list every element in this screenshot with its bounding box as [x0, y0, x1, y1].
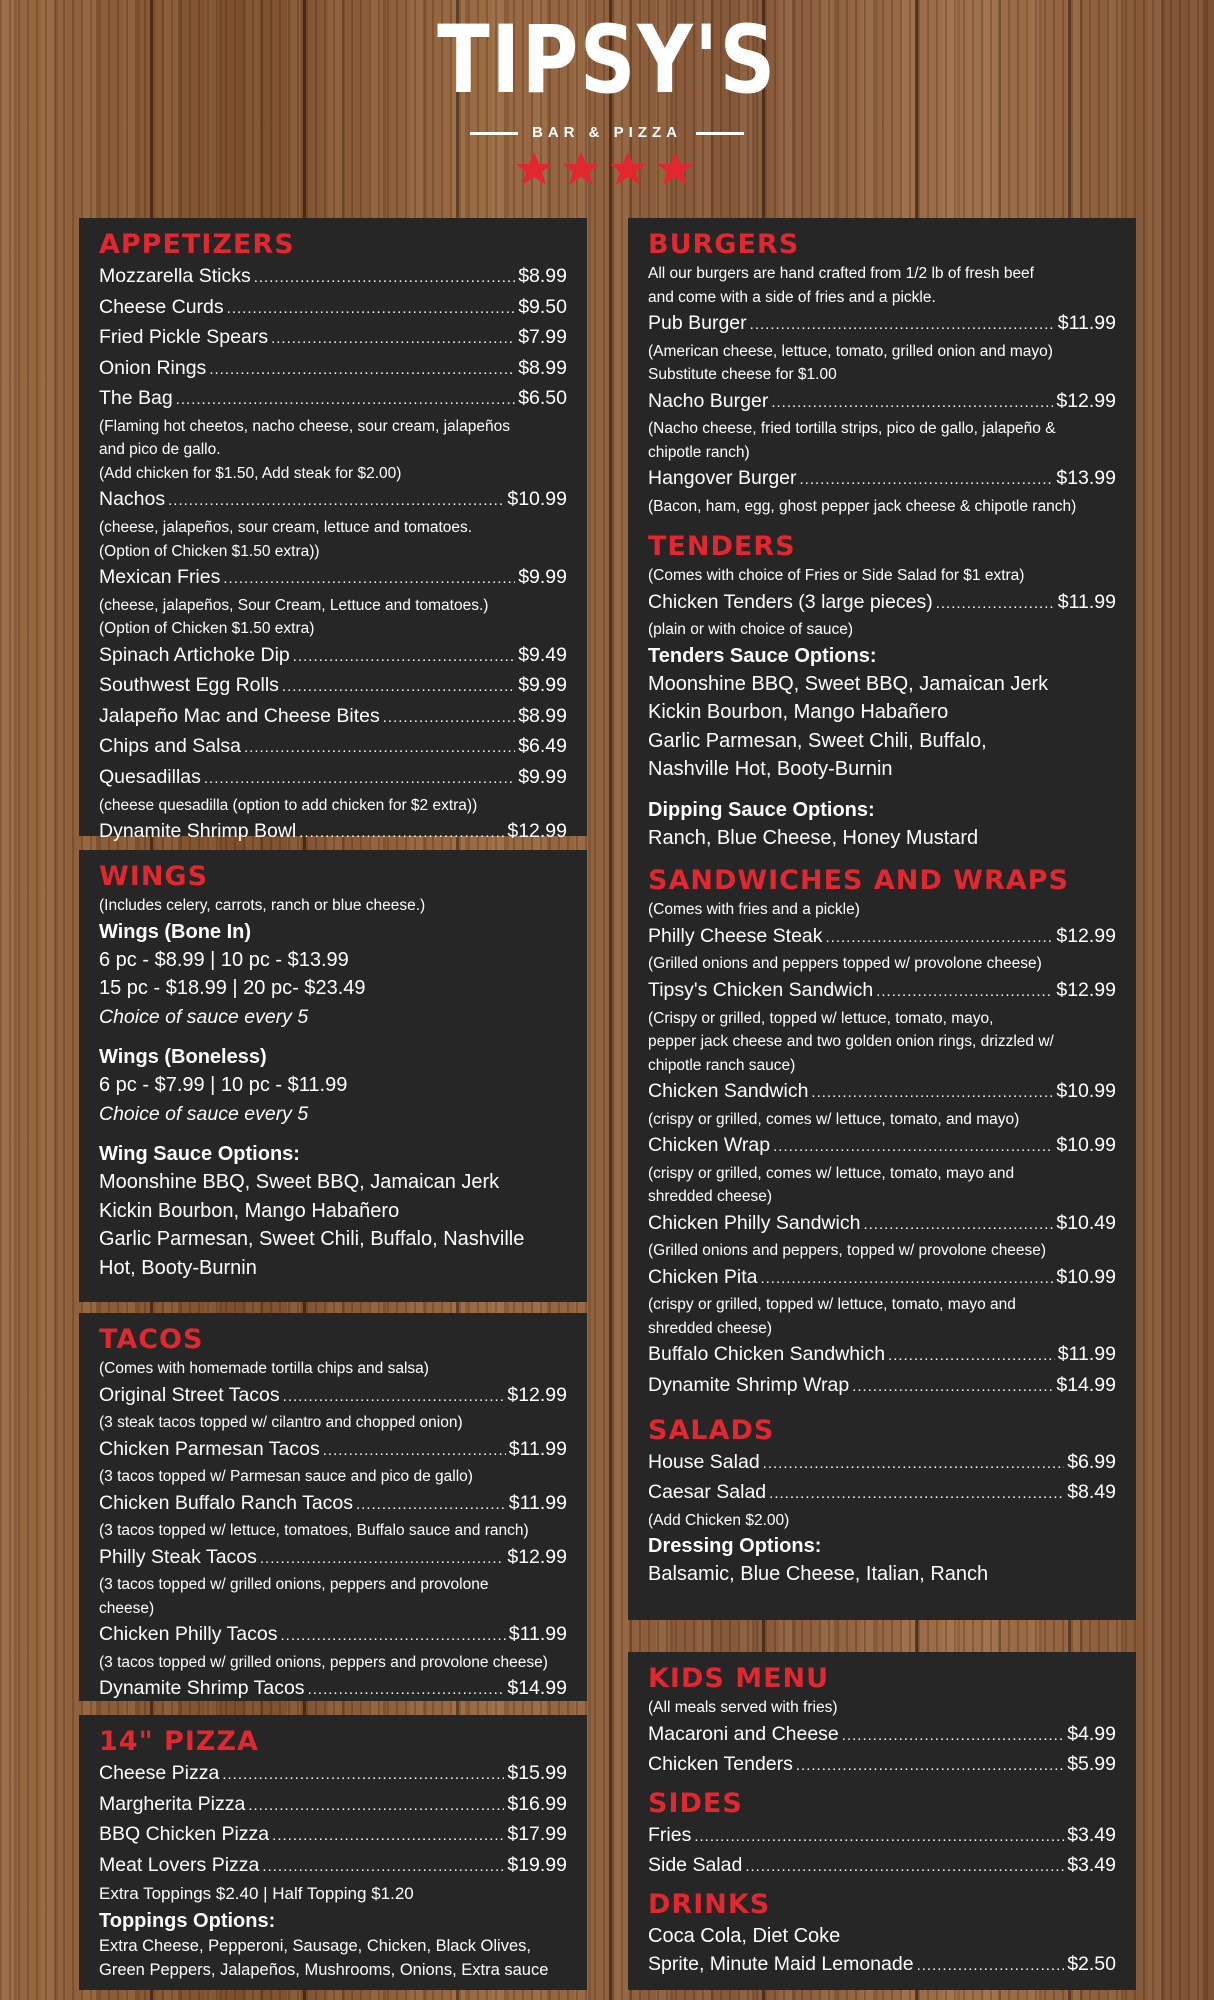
leader-dots [227, 295, 516, 324]
item-name: The Bag [99, 387, 173, 410]
menu-item [99, 1851, 567, 1882]
wing-sauce-line: Hot, Booty-Burnin [99, 1256, 257, 1279]
item-name: Side Salad [648, 1854, 743, 1877]
item-note: (3 tacos topped w/ grilled onions, peppers and provolone [99, 1576, 489, 1594]
dressing-line: Balsamic, Blue Cheese, Italian, Ranch [648, 1563, 989, 1586]
tenders-sauce-line: Moonshine BBQ, Sweet BBQ, Jamaican Jerk [648, 672, 1049, 695]
item-price: $14.99 [507, 1677, 567, 1700]
toppings-heading: Toppings Options: [99, 1910, 276, 1933]
item-name: Pub Burger [648, 312, 747, 334]
item-note: (cheese, jalapeños, Sour Cream, Lettuce and tomatoes.) [99, 596, 489, 614]
sandwiches-list [648, 922, 1116, 1402]
item-price: $17.99 [507, 1823, 567, 1846]
item-price: $11.99 [1057, 1343, 1116, 1366]
menu-item [648, 1263, 1116, 1294]
menu-item [648, 1131, 1116, 1162]
item-name: Caesar Salad [648, 1481, 767, 1504]
item-price: $15.99 [507, 1762, 567, 1784]
tacos-note: (Comes with homemade tortilla chips and salsa) [99, 1360, 429, 1377]
leader-dots [222, 1761, 504, 1790]
burgers-title: BURGERS [648, 229, 800, 260]
item-note: (Option of Chicken $1.50 extra) [99, 620, 315, 638]
wings-panel [79, 850, 587, 1302]
item-note: (crispy or grilled, comes w/ lettuce, tomato, and mayo) [648, 1110, 1020, 1128]
tenders-title: TENDERS [648, 531, 796, 563]
item-name: Macaroni and Cheese [648, 1722, 839, 1745]
item-note: (plain or with choice of sauce) [648, 621, 854, 639]
item-name: Fried Pickle Spears [99, 326, 269, 349]
appetizers-panel [79, 218, 587, 843]
item-name: BBQ Chicken Pizza [99, 1823, 270, 1846]
salads-title: SALADS [648, 1414, 775, 1446]
leader-dots [323, 1437, 506, 1466]
pizza-title: 14" PIZZA [99, 1726, 259, 1757]
menu-item [648, 1371, 1116, 1402]
item-name: Mozzarella Sticks [99, 265, 251, 287]
item-name: Dynamite Shrimp Wrap [648, 1374, 850, 1397]
menu-item [99, 384, 567, 415]
pizza-panel [79, 1715, 587, 1990]
item-price: $12.99 [1056, 389, 1116, 412]
appetizers-list [99, 262, 567, 848]
leader-dots [280, 1622, 505, 1651]
leader-dots [223, 565, 515, 594]
item-price: $12.99 [1056, 978, 1116, 1001]
item-price: $9.99 [518, 766, 567, 789]
menu-item [648, 464, 1116, 495]
menu-item [648, 1077, 1116, 1108]
menu-item [648, 1340, 1116, 1371]
menu-item [648, 1478, 1116, 1509]
leader-dots [750, 311, 1055, 340]
item-price: $19.99 [507, 1853, 567, 1876]
tacos-panel [79, 1313, 587, 1701]
menu-item [99, 563, 567, 594]
leader-dots [826, 924, 1054, 953]
leader-dots [842, 1722, 1064, 1751]
leader-dots [176, 386, 515, 415]
menu-item [99, 354, 567, 385]
kids-list [648, 1720, 1116, 1781]
item-note: and pico de gallo. [99, 441, 221, 459]
wing-sauce-line: Garlic Parmesan, Sweet Chili, Buffalo, Nashville [99, 1228, 525, 1250]
item-name: Buffalo Chicken Sandwhich [648, 1343, 886, 1366]
item-note: (Grilled onions and peppers topped w/ provolone cheese) [648, 955, 1042, 973]
item-price: $8.99 [518, 356, 567, 379]
menu-item [99, 1820, 567, 1851]
leader-dots [254, 264, 515, 293]
item-name: Hangover Burger [648, 467, 797, 490]
drinks-title: DRINKS [648, 1888, 771, 1920]
wings-bone-in-heading: Wings (Bone In) [99, 920, 252, 943]
wings-bone-in-choice: Choice of sauce every 5 [99, 1005, 309, 1028]
item-price: $3.49 [1067, 1854, 1116, 1877]
menu-item [99, 1674, 567, 1705]
menu-item [648, 1720, 1116, 1751]
dipping-line: Ranch, Blue Cheese, Honey Mustard [648, 826, 979, 849]
wings-boneless-choice: Choice of sauce every 5 [99, 1102, 309, 1125]
menu-item [99, 732, 567, 763]
leader-dots [771, 389, 1053, 418]
menu-item [99, 1790, 567, 1821]
item-price: $6.49 [518, 735, 567, 758]
item-price: $3.49 [1067, 1823, 1116, 1846]
item-name: Chicken Philly Sandwich [648, 1211, 861, 1234]
item-note: (Option of Chicken $1.50 extra)) [99, 542, 320, 560]
wings-bone-in-line: 6 pc - $8.99 | 10 pc - $13.99 [99, 948, 349, 971]
item-note: (Bacon, ham, egg, ghost pepper jack cheese & chipotle ranch) [648, 497, 1077, 515]
item-price: $11.99 [1057, 590, 1116, 613]
menu-item [99, 817, 567, 848]
item-note: (crispy or grilled, comes w/ lettuce, tomato, mayo and [648, 1164, 1015, 1182]
wings-boneless-heading: Wings (Boneless) [99, 1046, 267, 1068]
item-price: $9.50 [518, 295, 567, 318]
item-price: $10.99 [1056, 1134, 1116, 1157]
item-note: (Flaming hot cheetos, nacho cheese, sour cream, jalapeños [99, 417, 510, 435]
menu-item [648, 1821, 1116, 1852]
menu-item [99, 485, 567, 516]
item-name: Original Street Tacos [99, 1383, 280, 1406]
sides-title: SIDES [648, 1787, 743, 1819]
pizza-list [99, 1759, 567, 1881]
menu-item [648, 1851, 1116, 1882]
wings-bone-in-line: 15 pc - $18.99 | 20 pc- $23.49 [99, 977, 366, 999]
kids-note: (All meals served with fries) [648, 1699, 838, 1716]
item-price: $5.99 [1067, 1753, 1116, 1776]
leader-dots [811, 1079, 1053, 1108]
item-name: Cheese Pizza [99, 1762, 220, 1784]
item-name: Chips and Salsa [99, 735, 242, 758]
leader-dots [852, 1373, 1053, 1402]
leader-dots [260, 1545, 504, 1574]
leader-dots [308, 1676, 505, 1705]
item-name: Onion Rings [99, 356, 207, 379]
item-note: (cheese, jalapeños, sour cream, lettuce and tomatoes. [99, 519, 473, 537]
tenders-note: (Comes with choice of Fries or Side Salad for $1 extra) [648, 567, 1025, 585]
item-name: Nachos [99, 488, 166, 511]
item-note: (Crispy or grilled, topped w/ lettuce, tomato, mayo, [648, 1009, 994, 1027]
item-price: $10.99 [1056, 1080, 1116, 1103]
burgers-list [648, 309, 1116, 518]
item-note: shredded cheese) [648, 1319, 773, 1337]
item-note: (American cheese, lettuce, tomato, grilled onion and mayo) [648, 342, 1053, 360]
item-name: Dynamite Shrimp Bowl [99, 820, 297, 843]
item-note: (3 tacos topped w/ Parmesan sauce and pico de gallo) [99, 1468, 473, 1486]
burgers-intro: and come with a side of fries and a pickle. [648, 288, 936, 306]
wings-boneless-line: 6 pc - $7.99 | 10 pc - $11.99 [99, 1074, 348, 1096]
appetizers-title: APPETIZERS [99, 229, 295, 260]
item-price: $8.99 [518, 265, 567, 287]
item-name: Southwest Egg Rolls [99, 674, 279, 697]
tenders-sauce-line: Kickin Bourbon, Mango Habañero [648, 701, 949, 724]
item-note: chipotle ranch sauce) [648, 1056, 796, 1074]
item-name: Dynamite Shrimp Tacos [99, 1677, 305, 1700]
item-price: $11.99 [1057, 312, 1116, 334]
item-note: pepper jack cheese and two golden onion rings, drizzled w/ [648, 1033, 1054, 1051]
wings-note: (Includes celery, carrots, ranch or blue cheese.) [99, 897, 426, 914]
item-name: Chicken Parmesan Tacos [99, 1437, 320, 1460]
tenders-sauce-heading: Tenders Sauce Options: [648, 644, 877, 667]
item-price: $9.99 [518, 674, 567, 697]
leader-dots [383, 704, 515, 733]
item-name: Chicken Buffalo Ranch Tacos [99, 1491, 354, 1514]
menu-item [99, 293, 567, 324]
item-note: (Nacho cheese, fried tortilla strips, pico de gallo, jalapeño & [648, 420, 1056, 438]
leader-dots [863, 1211, 1053, 1240]
leader-dots [876, 978, 1053, 1007]
item-note: (cheese quesadilla (option to add chicken for $2 extra)) [99, 796, 478, 814]
item-name: Fries [648, 1823, 692, 1846]
leader-dots [272, 1822, 504, 1851]
leader-dots [293, 643, 515, 672]
leader-dots [763, 1450, 1065, 1479]
item-price: $10.99 [1056, 1265, 1116, 1288]
leader-dots [209, 356, 515, 385]
leader-dots [282, 673, 515, 702]
item-price: $2.50 [1067, 1953, 1116, 1976]
item-name: House Salad [648, 1450, 760, 1473]
item-name: Philly Cheese Steak [648, 924, 823, 947]
item-name: Chicken Tenders [648, 1753, 793, 1776]
item-note: (Add chicken for $1.50, Add steak for $2.00) [99, 464, 402, 482]
item-price: $7.99 [518, 326, 567, 349]
burgers-intro: All our burgers are hand crafted from 1/2 lb of fresh beef [648, 265, 1034, 282]
item-price: $13.99 [1056, 467, 1116, 490]
menu-item [648, 1750, 1116, 1781]
item-price: $12.99 [507, 1545, 567, 1568]
item-note: cheese) [99, 1599, 155, 1617]
kids-title: KIDS MENU [648, 1663, 830, 1694]
item-price: $8.49 [1067, 1481, 1116, 1504]
toppings-line: Green Peppers, Jalapeños, Mushrooms, Onions, Extra sauce [99, 1960, 549, 1979]
item-name: Spinach Artichoke Dip [99, 643, 290, 666]
menu-item [99, 262, 567, 293]
item-name: Jalapeño Mac and Cheese Bites [99, 704, 380, 727]
menu-item [648, 387, 1116, 418]
leader-dots [271, 325, 515, 354]
leader-dots [888, 1342, 1055, 1371]
item-price: $12.99 [507, 820, 567, 843]
item-note: (3 steak tacos topped w/ cilantro and chopped onion) [99, 1414, 463, 1432]
item-name: Sprite, Minute Maid Lemonade [648, 1953, 914, 1976]
item-note: (3 tacos topped w/ lettuce, tomatoes, Buffalo sauce and ranch) [99, 1522, 529, 1540]
item-name: Chicken Pita [648, 1265, 758, 1288]
right-bottom-panel [628, 1652, 1136, 1990]
leader-dots [299, 819, 504, 848]
leader-dots [356, 1491, 506, 1520]
item-name: Cheese Curds [99, 295, 224, 318]
menu-item [99, 1543, 567, 1574]
menu-item [648, 1448, 1116, 1479]
wing-sauce-line: Moonshine BBQ, Sweet BBQ, Jamaican Jerk [99, 1171, 500, 1193]
item-name: Philly Steak Tacos [99, 1545, 257, 1568]
item-price: $9.49 [518, 643, 567, 666]
item-price: $6.50 [518, 387, 567, 410]
sandwiches-note: (Comes with fries and a pickle) [648, 901, 860, 919]
leader-dots [204, 765, 515, 794]
menu-item [648, 922, 1116, 953]
item-price: $11.99 [508, 1491, 567, 1514]
leader-dots [796, 1752, 1064, 1781]
dressing-heading: Dressing Options: [648, 1535, 822, 1558]
menu-item [99, 1620, 567, 1651]
leader-dots [760, 1265, 1053, 1294]
tenders-sauce-line: Nashville Hot, Booty-Burnin [648, 758, 893, 781]
menu-item [99, 671, 567, 702]
item-name: Chicken Sandwich [648, 1080, 809, 1103]
menu-item [99, 1489, 567, 1520]
wing-sauce-heading: Wing Sauce Options: [99, 1143, 300, 1165]
item-name: Chicken Philly Tacos [99, 1623, 278, 1646]
item-note: shredded cheese) [648, 1188, 773, 1206]
leader-dots [168, 487, 504, 516]
leader-dots [283, 1383, 505, 1412]
sides-list [648, 1821, 1116, 1882]
item-name: Tipsy's Chicken Sandwich [648, 978, 874, 1001]
leader-dots [244, 734, 515, 763]
sandwiches-title: SANDWICHES AND WRAPS [648, 865, 1069, 897]
salads-note: (Add Chicken $2.00) [648, 1511, 790, 1529]
logo-tagline: BAR & PIZZA [532, 124, 682, 141]
drinks-line: Coca Cola, Diet Coke [648, 1924, 841, 1947]
item-name: Mexican Fries [99, 566, 221, 589]
leader-dots [917, 1952, 1065, 1981]
menu-item [99, 1435, 567, 1466]
item-price: $10.99 [507, 488, 567, 511]
item-name: Margherita Pizza [99, 1792, 246, 1815]
menu-item [648, 588, 1116, 619]
leader-dots [248, 1792, 504, 1821]
leader-dots [800, 466, 1054, 495]
item-name: Meat Lovers Pizza [99, 1853, 260, 1876]
item-price: $11.99 [508, 1623, 567, 1646]
menu-item [99, 641, 567, 672]
logo-title: TIPSY'S [437, 6, 777, 115]
tacos-title: TACOS [99, 1324, 204, 1355]
item-name: Quesadillas [99, 766, 201, 789]
item-price: $12.99 [1056, 924, 1116, 947]
item-price: $6.99 [1067, 1450, 1116, 1473]
item-name: Nacho Burger [648, 389, 769, 412]
leader-dots [769, 1480, 1064, 1509]
item-name: Chicken Tenders (3 large pieces) [648, 590, 933, 613]
item-note: (Grilled onions and peppers, topped w/ provolone cheese) [648, 1242, 1047, 1260]
item-note: (3 tacos topped w/ grilled onions, peppers and provolone cheese) [99, 1653, 548, 1671]
wings-title: WINGS [99, 861, 209, 892]
item-price: $14.99 [1056, 1374, 1116, 1397]
menu-item [99, 323, 567, 354]
tenders-sauce-line: Garlic Parmesan, Sweet Chili, Buffalo, [648, 729, 987, 752]
item-price: $16.99 [507, 1792, 567, 1815]
right-main-panel [628, 218, 1136, 1620]
item-price: $8.99 [518, 704, 567, 727]
toppings-line: Extra Cheese, Pepperoni, Sausage, Chicken, Black Olives, [99, 1937, 531, 1956]
menu-item [648, 1950, 1116, 1981]
leader-dots [936, 590, 1055, 619]
salads-list [648, 1448, 1116, 1509]
dipping-heading: Dipping Sauce Options: [648, 798, 875, 821]
menu-item [648, 1209, 1116, 1240]
menu-item [99, 1381, 567, 1412]
logo [0, 0, 1214, 200]
item-name: Chicken Wrap [648, 1134, 771, 1157]
item-note: (crispy or grilled, topped w/ lettuce, tomato, mayo and [648, 1296, 1016, 1314]
leader-dots [745, 1853, 1064, 1882]
item-price: $10.49 [1056, 1211, 1116, 1234]
menu-item [99, 763, 567, 794]
item-note: chipotle ranch) [648, 443, 750, 461]
pizza-extra: Extra Toppings $2.40 | Half Topping $1.20 [99, 1884, 414, 1904]
leader-dots [262, 1853, 504, 1882]
menu-item [99, 1759, 567, 1790]
wing-sauce-line: Kickin Bourbon, Mango Habañero [99, 1199, 400, 1222]
menu-item [99, 702, 567, 733]
item-price: $9.99 [518, 566, 567, 589]
leader-dots [773, 1133, 1053, 1162]
item-price: $4.99 [1067, 1722, 1116, 1745]
menu-item [648, 309, 1116, 340]
item-price: $12.99 [507, 1383, 567, 1406]
item-price: $11.99 [508, 1437, 567, 1460]
item-note: Substitute cheese for $1.00 [648, 366, 837, 384]
stars-icon [512, 150, 702, 190]
leader-dots [694, 1823, 1064, 1852]
logo-line-right [696, 132, 744, 135]
tacos-list [99, 1381, 567, 1706]
menu-item [648, 976, 1116, 1007]
